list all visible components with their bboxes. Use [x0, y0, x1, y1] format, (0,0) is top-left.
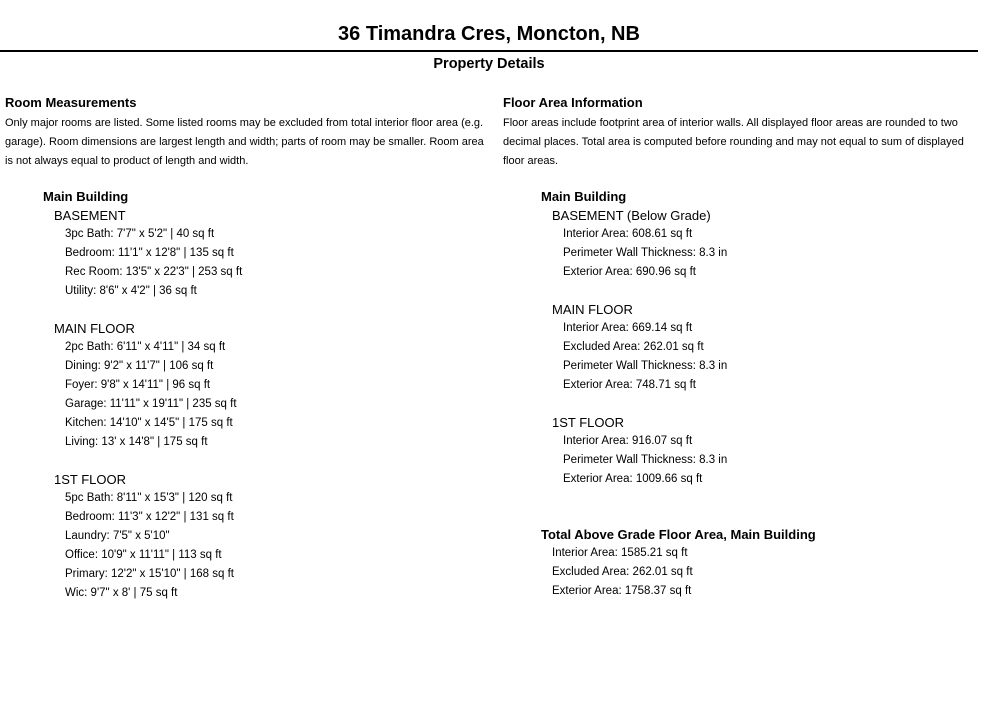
area-entry: Interior Area: 916.07 sq ft: [563, 435, 693, 447]
building-name: Main Building: [43, 189, 129, 204]
room-entry: Living: 13' x 14'8" | 175 sq ft: [65, 436, 208, 448]
floor-name: 1ST FLOOR: [54, 472, 127, 487]
title-divider: [0, 50, 978, 52]
area-entry: Perimeter Wall Thickness: 8.3 in: [563, 247, 728, 259]
area-entry: Perimeter Wall Thickness: 8.3 in: [563, 360, 728, 372]
room-entry: Kitchen: 14'10" x 14'5" | 175 sq ft: [65, 417, 233, 429]
area-building: [541, 187, 983, 489]
floor-name: MAIN FLOOR: [552, 302, 633, 317]
room-entry: Bedroom: 11'3" x 12'2" | 131 sq ft: [65, 511, 234, 523]
room-entry: Office: 10'9" x 11'11" | 113 sq ft: [65, 549, 222, 561]
page-subtitle: Property Details: [433, 56, 545, 72]
total-entry: Excluded Area: 262.01 sq ft: [552, 566, 693, 578]
building-name: Main Building: [541, 189, 627, 204]
room-entry: Wic: 9'7" x 8' | 75 sq ft: [65, 587, 178, 599]
floor-name: MAIN FLOOR: [54, 321, 135, 336]
area-floor-main: [552, 300, 983, 413]
total-area-block: [541, 525, 983, 601]
room-entry: 2pc Bath: 6'11" x 4'11" | 34 sq ft: [65, 341, 226, 353]
floor-1st: [54, 470, 485, 603]
room-building: [43, 187, 485, 603]
page-title: 36 Timandra Cres, Moncton, NB: [338, 23, 640, 45]
floor-name: BASEMENT: [54, 208, 126, 223]
room-entry: Rec Room: 13'5" x 22'3" | 253 sq ft: [65, 266, 243, 278]
floor-area-description: Floor areas include footprint area of interior walls. All displayed floor areas are rounded to two decimal places. Total area is computed before rounding and may not equal to sum of displayed floor areas.: [503, 117, 964, 167]
area-entry: Exterior Area: 1009.66 sq ft: [563, 473, 703, 485]
area-entry: Interior Area: 669.14 sq ft: [563, 322, 693, 334]
floor-area-heading: Floor Area Information: [503, 95, 643, 110]
area-floor-basement: [552, 206, 983, 300]
floor-main: [54, 319, 485, 470]
floor-area-section: [503, 94, 983, 601]
room-entry: 3pc Bath: 7'7" x 5'2" | 40 sq ft: [65, 228, 215, 240]
area-entry: Exterior Area: 690.96 sq ft: [563, 266, 696, 278]
room-entry: Laundry: 7'5" x 5'10": [65, 530, 170, 542]
room-entry: Primary: 12'2" x 15'10" | 168 sq ft: [65, 568, 234, 580]
area-entry: Interior Area: 608.61 sq ft: [563, 228, 693, 240]
room-entry: Foyer: 9'8" x 14'11" | 96 sq ft: [65, 379, 211, 391]
room-measurements-description: Only major rooms are listed. Some listed rooms may be excluded from total interior floor area (e.g. garage). Room dimensions are largest length and width; parts of room may be smaller. Room area is not always equal to product of length and width.: [5, 117, 484, 167]
total-entry: Interior Area: 1585.21 sq ft: [552, 547, 688, 559]
area-entry: Excluded Area: 262.01 sq ft: [563, 341, 704, 353]
total-area-heading: Total Above Grade Floor Area, Main Building: [541, 527, 816, 542]
floor-basement: [54, 206, 485, 319]
room-entry: 5pc Bath: 8'11" x 15'3" | 120 sq ft: [65, 492, 233, 504]
floor-name: BASEMENT (Below Grade): [552, 208, 711, 223]
room-entry: Dining: 9'2" x 11'7" | 106 sq ft: [65, 360, 214, 372]
area-floor-1st: [552, 413, 983, 489]
room-entry: Utility: 8'6" x 4'2" | 36 sq ft: [65, 285, 197, 297]
floor-name: 1ST FLOOR: [552, 415, 625, 430]
area-entry: Perimeter Wall Thickness: 8.3 in: [563, 454, 728, 466]
room-measurements-heading: Room Measurements: [5, 95, 137, 110]
room-entry: Bedroom: 11'1" x 12'8" | 135 sq ft: [65, 247, 234, 259]
room-entry: Garage: 11'11" x 19'11" | 235 sq ft: [65, 398, 237, 410]
room-measurements-section: [5, 94, 485, 603]
area-entry: Exterior Area: 748.71 sq ft: [563, 379, 696, 391]
total-entry: Exterior Area: 1758.37 sq ft: [552, 585, 692, 597]
